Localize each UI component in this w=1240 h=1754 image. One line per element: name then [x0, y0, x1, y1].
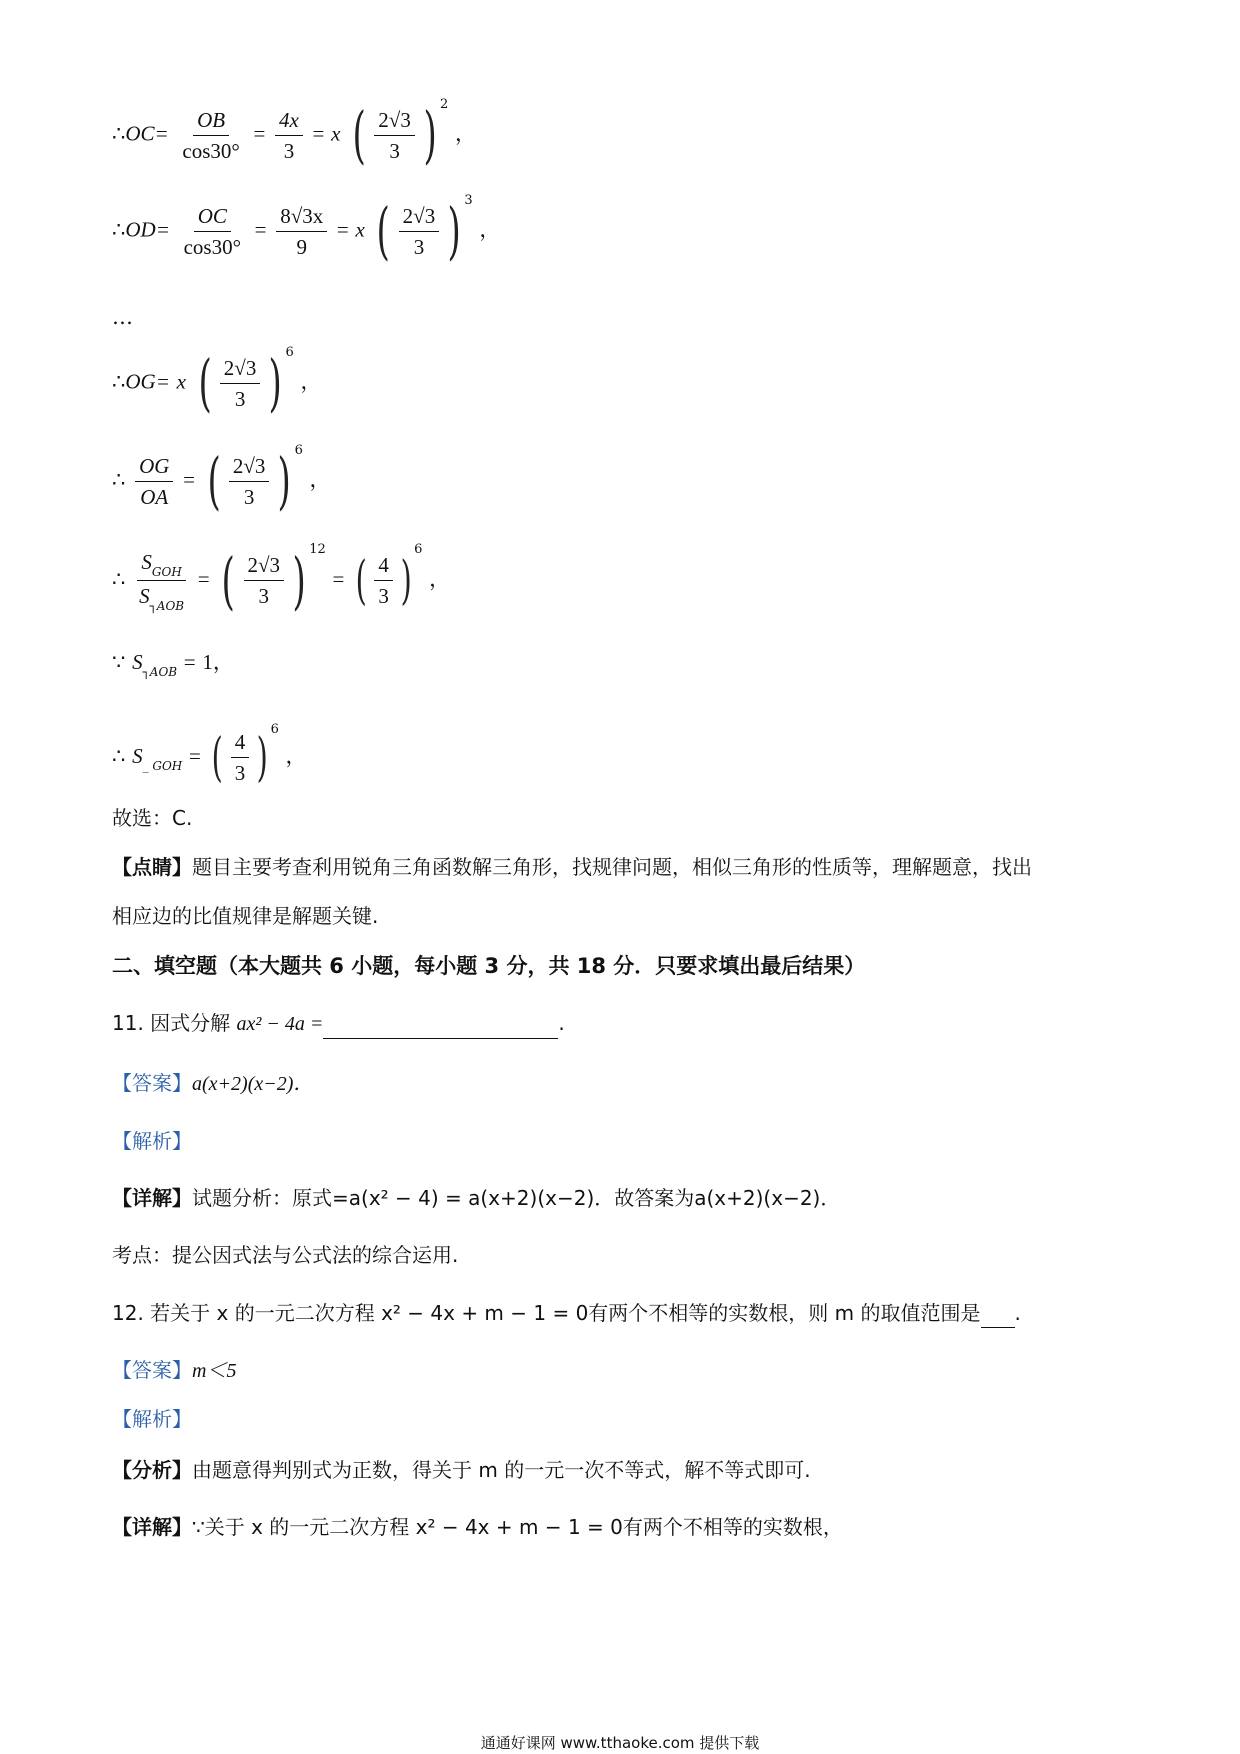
fenxi-tag: 【分析】 — [112, 1458, 192, 1482]
choice-line: 故选：C. — [112, 806, 193, 830]
jiexi-tag: 【解析】 — [112, 1129, 192, 1153]
equation-area-goh: ∴ $S_{\_ GOH}$ = ( $\frac{4}{3}$ ) $^6$ ， — [112, 722, 307, 788]
section-heading: 二、填空题（本大题共 6 小题，每小题 3 分，共 18 分．只要求填出最后结果） — [112, 954, 866, 978]
answer-blank — [323, 1016, 558, 1039]
dianjing-tag: 【点睛】 — [112, 855, 192, 879]
q11-detail: 【详解】试题分析：原式=a(x² − 4) = a(x+2)(x−2)．故答案为a(x+2)(x−2)． — [112, 1186, 841, 1210]
page-footer — [0, 1732, 1240, 1753]
equation-oc: ∴OC= $\frac{OB}{\cos 30^\circ}$ = $\frac{4x}{3}$ = x ( $\frac{2√3}{3}$ ) $^2$ ， — [112, 97, 476, 171]
q12-detail: 【详解】∵关于 x 的一元二次方程 x² − 4x + m − 1 = 0有两个不相等的实数根， — [112, 1515, 843, 1539]
answer-blank — [981, 1305, 1015, 1328]
exponent: 2 — [440, 97, 449, 112]
answer-tag: 【答案】 — [112, 1071, 192, 1095]
xiangjie-tag: 【详解】 — [112, 1186, 192, 1210]
question-11: 11. 因式分解 ax² − 4a = . — [112, 1008, 565, 1039]
paren-2sqrt3-over-3: ( $\frac{2√3}{3}$ ) — [352, 98, 437, 171]
oc-label: OC= — [125, 121, 169, 146]
equation-area-ratio: ∴ $\frac{S_{GOH}}{S_{┐AOB}}$ = ( $\frac{2√3}{3}$ ) $^{12}$ = ( $\frac{4}{3}$ ) $^6$ ， — [112, 542, 451, 617]
q12-jiexi: 【解析】 — [112, 1407, 192, 1431]
equation-area-aob: ∵ $S_{┐AOB} = 1$， — [112, 650, 234, 679]
dianjing-line-1: 【点睛】题目主要考查利用锐角三角函数解三角形，找规律问题，相似三角形的性质等，理解题意，找出 — [112, 855, 1032, 879]
equation-og-over-oa: ∴ $\frac{OG}{OA}$ = ( $\frac{2√3}{3}$ ) $^6$ ， — [112, 443, 331, 517]
q11-jiexi — [112, 1126, 192, 1156]
footer-text: 通通好课网 www.tthaoke.com 提供下载 — [480, 1734, 760, 1752]
ellipsis: … — [112, 305, 133, 329]
dianjing-line-2: 相应边的比值规律是解题关键. — [112, 904, 379, 928]
q12-answer: 【答案】m＜5 — [112, 1358, 237, 1382]
question-12: 12. 若关于 x 的一元二次方程 x² − 4x + m − 1 = 0有两个不相等的实数根，则 m 的取值范围是 . — [112, 1298, 1021, 1328]
therefore-symbol: ∴ — [112, 121, 126, 146]
q12-fenxi: 【分析】由题意得判别式为正数，得关于 m 的一元一次不等式，解不等式即可. — [112, 1458, 811, 1482]
equation-od: ∴OD= $\frac{OC}{\cos 30^\circ}$ = $\frac{8√3x}{9}$ = x ( $\frac{2√3}{3}$ ) $^3$ ， — [112, 193, 501, 267]
og-label: OG= — [125, 369, 170, 394]
equation-og: ∴OG= x ( $\frac{2√3}{3}$ ) $^6$ ， — [112, 345, 322, 419]
od-label: OD= — [125, 217, 170, 242]
q11-answer: 【答案】a(x+2)(x−2)． — [112, 1071, 314, 1095]
fraction-ob-cos30: $\frac{OB}{\cos 30^\circ}$ — [182, 107, 240, 163]
fraction-4x-3: $\frac{4x}{3}$ — [275, 107, 303, 164]
q11-kaodian: 考点：提公因式法与公式法的综合运用. — [112, 1243, 459, 1267]
